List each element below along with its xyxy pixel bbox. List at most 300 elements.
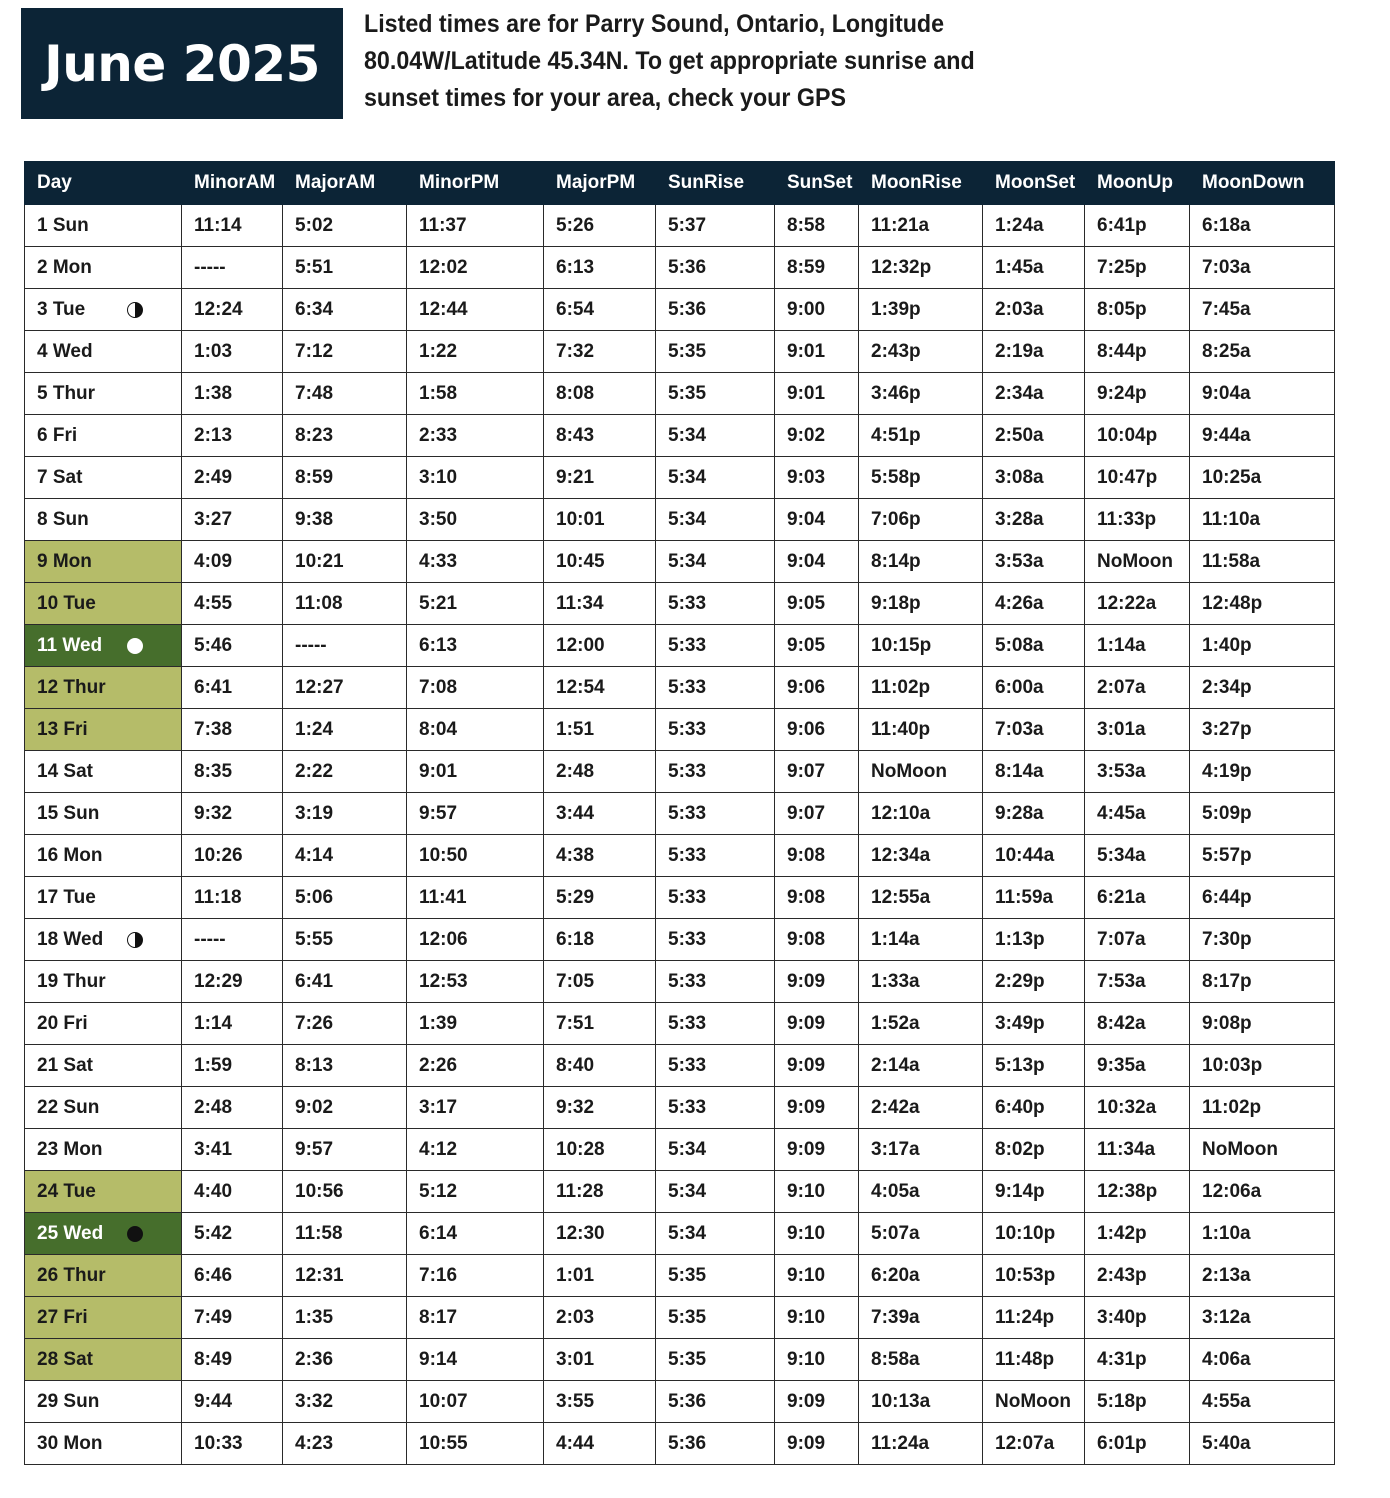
cell-moondown: 7:03a — [1190, 247, 1335, 289]
cell-sunrise: 5:33 — [656, 1045, 775, 1087]
cell-minor-am: 12:24 — [182, 289, 283, 331]
cell-moondown: 10:03p — [1190, 1045, 1335, 1087]
cell-major-am: 5:02 — [283, 205, 407, 247]
cell-moonup: 8:05p — [1085, 289, 1190, 331]
cell-major-am: 7:48 — [283, 373, 407, 415]
cell-major-pm: 8:40 — [544, 1045, 656, 1087]
day-label: 10 Tue — [37, 592, 96, 614]
cell-minor-pm: 10:55 — [407, 1423, 544, 1465]
cell-moonset: 2:29p — [983, 961, 1085, 1003]
cell-moonset: 3:08a — [983, 457, 1085, 499]
day-label: 15 Sun — [37, 802, 100, 824]
cell-minor-am: ----- — [182, 247, 283, 289]
day-cell — [25, 373, 182, 415]
table-row — [25, 1339, 1335, 1381]
cell-sunset: 9:09 — [775, 961, 859, 1003]
cell-sunrise: 5:35 — [656, 373, 775, 415]
cell-sunrise: 5:34 — [656, 1213, 775, 1255]
cell-sunrise: 5:35 — [656, 331, 775, 373]
column-header-moondown: MoonDown — [1190, 162, 1335, 205]
cell-moonrise: 3:46p — [859, 373, 983, 415]
cell-minor-am: 12:29 — [182, 961, 283, 1003]
cell-moonup: 7:25p — [1085, 247, 1190, 289]
cell-sunset: 9:08 — [775, 835, 859, 877]
cell-moondown: 3:12a — [1190, 1297, 1335, 1339]
table-row — [25, 205, 1335, 247]
day-cell — [25, 583, 182, 625]
day-label: 12 Thur — [37, 676, 106, 698]
cell-moondown: 1:40p — [1190, 625, 1335, 667]
cell-major-am: 9:57 — [283, 1129, 407, 1171]
cell-sunrise: 5:33 — [656, 793, 775, 835]
cell-moondown: 7:30p — [1190, 919, 1335, 961]
cell-moonrise: 12:55a — [859, 877, 983, 919]
day-label: 11 Wed — [37, 634, 103, 656]
cell-minor-am: 3:27 — [182, 499, 283, 541]
cell-moonrise: 12:34a — [859, 835, 983, 877]
cell-moonup: 8:42a — [1085, 1003, 1190, 1045]
cell-moonset: 9:28a — [983, 793, 1085, 835]
cell-major-am: 7:12 — [283, 331, 407, 373]
cell-moonset: NoMoon — [983, 1381, 1085, 1423]
cell-moonrise: 2:14a — [859, 1045, 983, 1087]
cell-minor-pm: 12:53 — [407, 961, 544, 1003]
day-label: 8 Sun — [37, 508, 89, 530]
location-note-line: Listed times are for Parry Sound, Ontario, Longitude — [364, 10, 945, 38]
cell-moonset: 9:14p — [983, 1171, 1085, 1213]
cell-moonup: NoMoon — [1085, 541, 1190, 583]
cell-sunrise: 5:35 — [656, 1255, 775, 1297]
cell-moonup: 11:33p — [1085, 499, 1190, 541]
cell-minor-am: 4:55 — [182, 583, 283, 625]
cell-minor-pm: 3:50 — [407, 499, 544, 541]
cell-sunrise: 5:36 — [656, 1423, 775, 1465]
cell-moonup: 9:24p — [1085, 373, 1190, 415]
cell-moondown: 2:13a — [1190, 1255, 1335, 1297]
location-note-line: sunset times for your area, check your GPS — [364, 84, 846, 112]
cell-moonup: 3:40p — [1085, 1297, 1190, 1339]
day-label: 30 Mon — [37, 1432, 103, 1454]
cell-sunset: 9:07 — [775, 793, 859, 835]
month-title: June 2025 — [44, 34, 320, 93]
cell-sunrise: 5:36 — [656, 1381, 775, 1423]
cell-major-pm: 7:05 — [544, 961, 656, 1003]
day-label: 18 Wed — [37, 928, 104, 950]
cell-major-am: 4:14 — [283, 835, 407, 877]
cell-major-pm: 5:26 — [544, 205, 656, 247]
cell-major-am: 4:23 — [283, 1423, 407, 1465]
day-cell — [25, 1381, 182, 1423]
cell-minor-am: 1:14 — [182, 1003, 283, 1045]
cell-sunset: 9:09 — [775, 1087, 859, 1129]
cell-sunrise: 5:33 — [656, 583, 775, 625]
day-cell — [25, 835, 182, 877]
cell-major-pm: 10:45 — [544, 541, 656, 583]
cell-sunrise: 5:33 — [656, 1003, 775, 1045]
cell-moonrise: 1:33a — [859, 961, 983, 1003]
cell-moonup: 7:53a — [1085, 961, 1190, 1003]
day-cell — [25, 415, 182, 457]
cell-minor-am: 2:49 — [182, 457, 283, 499]
cell-moonup: 12:38p — [1085, 1171, 1190, 1213]
table-header-row — [25, 162, 1335, 205]
cell-moonup: 8:44p — [1085, 331, 1190, 373]
cell-moonrise: 7:39a — [859, 1297, 983, 1339]
table-row — [25, 793, 1335, 835]
day-label: 22 Sun — [37, 1096, 100, 1118]
day-label: 5 Thur — [37, 382, 96, 404]
cell-minor-pm: 12:06 — [407, 919, 544, 961]
cell-minor-am: 9:32 — [182, 793, 283, 835]
cell-major-pm: 1:01 — [544, 1255, 656, 1297]
cell-moonup: 6:01p — [1085, 1423, 1190, 1465]
cell-moonrise: 11:21a — [859, 205, 983, 247]
table-row — [25, 289, 1335, 331]
day-label: 6 Fri — [37, 424, 78, 446]
day-cell — [25, 541, 182, 583]
day-label: 21 Sat — [37, 1054, 93, 1076]
cell-moonup: 1:14a — [1085, 625, 1190, 667]
cell-major-am: 5:51 — [283, 247, 407, 289]
cell-minor-pm: 9:01 — [407, 751, 544, 793]
full-moon-icon — [127, 638, 143, 654]
cell-moonrise: 11:02p — [859, 667, 983, 709]
cell-major-pm: 5:29 — [544, 877, 656, 919]
cell-moonrise: 10:15p — [859, 625, 983, 667]
cell-major-pm: 4:44 — [544, 1423, 656, 1465]
cell-moonup: 2:43p — [1085, 1255, 1190, 1297]
column-header-moonup: MoonUp — [1085, 162, 1190, 205]
cell-minor-pm: 6:14 — [407, 1213, 544, 1255]
cell-moonrise: NoMoon — [859, 751, 983, 793]
cell-major-am: 6:41 — [283, 961, 407, 1003]
cell-moondown: 11:10a — [1190, 499, 1335, 541]
cell-sunrise: 5:34 — [656, 499, 775, 541]
cell-minor-pm: 3:10 — [407, 457, 544, 499]
cell-major-pm: 2:48 — [544, 751, 656, 793]
cell-moondown: 9:44a — [1190, 415, 1335, 457]
cell-minor-pm: 1:22 — [407, 331, 544, 373]
cell-minor-am: 3:41 — [182, 1129, 283, 1171]
cell-moonset: 2:03a — [983, 289, 1085, 331]
cell-sunset: 9:10 — [775, 1297, 859, 1339]
cell-sunset: 8:58 — [775, 205, 859, 247]
cell-minor-pm: 9:14 — [407, 1339, 544, 1381]
day-cell — [25, 709, 182, 751]
cell-sunset: 9:03 — [775, 457, 859, 499]
cell-moonup: 11:34a — [1085, 1129, 1190, 1171]
cell-sunrise: 5:33 — [656, 667, 775, 709]
table-row — [25, 1255, 1335, 1297]
day-cell — [25, 751, 182, 793]
cell-major-am: 11:08 — [283, 583, 407, 625]
day-cell — [25, 1171, 182, 1213]
cell-moonset: 8:14a — [983, 751, 1085, 793]
location-note — [364, 6, 1004, 117]
cell-moonup: 10:04p — [1085, 415, 1190, 457]
cell-moondown: 3:27p — [1190, 709, 1335, 751]
day-cell — [25, 289, 182, 331]
day-label: 25 Wed — [37, 1222, 104, 1244]
quarter-moon-icon — [127, 932, 143, 948]
cell-major-am: 1:24 — [283, 709, 407, 751]
cell-major-am: 10:56 — [283, 1171, 407, 1213]
cell-sunrise: 5:34 — [656, 1129, 775, 1171]
cell-major-pm: 12:54 — [544, 667, 656, 709]
table-row — [25, 919, 1335, 961]
cell-sunrise: 5:33 — [656, 1087, 775, 1129]
day-cell — [25, 1339, 182, 1381]
day-label: 1 Sun — [37, 214, 89, 236]
cell-moonrise: 3:17a — [859, 1129, 983, 1171]
cell-moonup: 7:07a — [1085, 919, 1190, 961]
day-label: 3 Tue — [37, 298, 86, 320]
cell-moonset: 11:24p — [983, 1297, 1085, 1339]
cell-moonset: 5:08a — [983, 625, 1085, 667]
day-label: 23 Mon — [37, 1138, 103, 1160]
day-label: 14 Sat — [37, 760, 93, 782]
cell-sunrise: 5:33 — [656, 709, 775, 751]
cell-moonrise: 1:14a — [859, 919, 983, 961]
cell-major-am: 8:13 — [283, 1045, 407, 1087]
cell-minor-am: 4:09 — [182, 541, 283, 583]
cell-moonrise: 4:51p — [859, 415, 983, 457]
cell-major-am: 9:38 — [283, 499, 407, 541]
cell-minor-pm: 7:08 — [407, 667, 544, 709]
cell-sunrise: 5:33 — [656, 961, 775, 1003]
cell-moonset: 7:03a — [983, 709, 1085, 751]
cell-sunset: 9:06 — [775, 667, 859, 709]
cell-minor-pm: 11:41 — [407, 877, 544, 919]
day-label: 16 Mon — [37, 844, 103, 866]
day-cell — [25, 1297, 182, 1339]
cell-moonset: 1:24a — [983, 205, 1085, 247]
cell-sunset: 9:10 — [775, 1339, 859, 1381]
cell-sunrise: 5:33 — [656, 751, 775, 793]
cell-minor-pm: 10:50 — [407, 835, 544, 877]
cell-moonset: 6:00a — [983, 667, 1085, 709]
cell-minor-pm: 12:44 — [407, 289, 544, 331]
cell-minor-am: 8:35 — [182, 751, 283, 793]
cell-moondown: 4:19p — [1190, 751, 1335, 793]
cell-moonrise: 12:10a — [859, 793, 983, 835]
cell-sunset: 9:05 — [775, 583, 859, 625]
cell-minor-am: 5:46 — [182, 625, 283, 667]
cell-moondown: 8:25a — [1190, 331, 1335, 373]
cell-moonup: 12:22a — [1085, 583, 1190, 625]
table-row — [25, 415, 1335, 457]
cell-moonrise: 1:39p — [859, 289, 983, 331]
cell-major-pm: 3:01 — [544, 1339, 656, 1381]
cell-moonrise: 1:52a — [859, 1003, 983, 1045]
cell-minor-am: 10:26 — [182, 835, 283, 877]
cell-moonset: 11:59a — [983, 877, 1085, 919]
cell-moondown: 10:25a — [1190, 457, 1335, 499]
cell-minor-am: 4:40 — [182, 1171, 283, 1213]
cell-moonup: 6:41p — [1085, 205, 1190, 247]
cell-major-pm: 12:00 — [544, 625, 656, 667]
cell-major-pm: 9:32 — [544, 1087, 656, 1129]
cell-major-am: 12:31 — [283, 1255, 407, 1297]
day-cell — [25, 961, 182, 1003]
cell-major-am: 6:34 — [283, 289, 407, 331]
column-header-moonrise: MoonRise — [859, 162, 983, 205]
cell-major-am: 1:35 — [283, 1297, 407, 1339]
cell-major-pm: 7:32 — [544, 331, 656, 373]
day-label: 28 Sat — [37, 1348, 93, 1370]
day-label: 19 Thur — [37, 970, 106, 992]
day-label: 20 Fri — [37, 1012, 88, 1034]
cell-major-am: 8:59 — [283, 457, 407, 499]
cell-sunrise: 5:37 — [656, 205, 775, 247]
table-row — [25, 457, 1335, 499]
cell-major-pm: 11:34 — [544, 583, 656, 625]
table-row — [25, 499, 1335, 541]
cell-sunset: 9:09 — [775, 1129, 859, 1171]
table-row — [25, 583, 1335, 625]
day-cell — [25, 1255, 182, 1297]
cell-moondown: NoMoon — [1190, 1129, 1335, 1171]
table-row — [25, 709, 1335, 751]
cell-major-pm: 9:21 — [544, 457, 656, 499]
cell-major-pm: 8:08 — [544, 373, 656, 415]
table-row — [25, 1171, 1335, 1213]
cell-major-am: 3:32 — [283, 1381, 407, 1423]
cell-sunrise: 5:36 — [656, 289, 775, 331]
cell-moondown: 6:44p — [1190, 877, 1335, 919]
cell-moondown: 4:06a — [1190, 1339, 1335, 1381]
cell-moonup: 5:34a — [1085, 835, 1190, 877]
day-cell — [25, 1045, 182, 1087]
cell-minor-pm: 4:33 — [407, 541, 544, 583]
cell-minor-am: 1:38 — [182, 373, 283, 415]
cell-moonrise: 4:05a — [859, 1171, 983, 1213]
cell-sunset: 9:04 — [775, 541, 859, 583]
table-row — [25, 1213, 1335, 1255]
cell-sunset: 9:04 — [775, 499, 859, 541]
cell-minor-pm: 9:57 — [407, 793, 544, 835]
cell-moondown: 9:08p — [1190, 1003, 1335, 1045]
cell-moonset: 1:45a — [983, 247, 1085, 289]
cell-major-am: 10:21 — [283, 541, 407, 583]
day-label: 4 Wed — [37, 340, 93, 362]
cell-minor-pm: 4:12 — [407, 1129, 544, 1171]
day-cell — [25, 331, 182, 373]
table-row — [25, 541, 1335, 583]
table-row — [25, 877, 1335, 919]
cell-moonset: 5:13p — [983, 1045, 1085, 1087]
cell-moonup: 3:53a — [1085, 751, 1190, 793]
cell-sunrise: 5:33 — [656, 877, 775, 919]
cell-moonset: 4:26a — [983, 583, 1085, 625]
cell-minor-am: 6:41 — [182, 667, 283, 709]
cell-major-am: 5:06 — [283, 877, 407, 919]
cell-major-pm: 6:13 — [544, 247, 656, 289]
column-header-sunset: SunSet — [775, 162, 859, 205]
cell-moonrise: 5:58p — [859, 457, 983, 499]
cell-minor-pm: 6:13 — [407, 625, 544, 667]
cell-moonset: 10:53p — [983, 1255, 1085, 1297]
column-header-day: Day — [25, 162, 182, 205]
month-title-box — [21, 8, 343, 119]
quarter-moon-icon — [127, 302, 143, 318]
cell-moonrise: 2:43p — [859, 331, 983, 373]
day-label: 7 Sat — [37, 466, 83, 488]
day-cell — [25, 919, 182, 961]
cell-moonup: 2:07a — [1085, 667, 1190, 709]
cell-minor-am: ----- — [182, 919, 283, 961]
cell-sunset: 9:09 — [775, 1381, 859, 1423]
cell-major-am: 9:02 — [283, 1087, 407, 1129]
cell-sunset: 9:05 — [775, 625, 859, 667]
cell-moondown: 11:02p — [1190, 1087, 1335, 1129]
cell-sunset: 9:01 — [775, 331, 859, 373]
day-label: 24 Tue — [37, 1180, 96, 1202]
cell-moonup: 6:21a — [1085, 877, 1190, 919]
cell-major-pm: 3:44 — [544, 793, 656, 835]
cell-sunset: 9:07 — [775, 751, 859, 793]
column-header-moonset: MoonSet — [983, 162, 1085, 205]
cell-moonup: 5:18p — [1085, 1381, 1190, 1423]
day-label: 2 Mon — [37, 256, 92, 278]
day-cell — [25, 457, 182, 499]
cell-sunrise: 5:34 — [656, 457, 775, 499]
cell-major-pm: 6:54 — [544, 289, 656, 331]
cell-sunset: 9:10 — [775, 1171, 859, 1213]
day-cell — [25, 205, 182, 247]
table-row — [25, 1003, 1335, 1045]
day-cell — [25, 625, 182, 667]
cell-moondown: 6:18a — [1190, 205, 1335, 247]
cell-moonrise: 11:24a — [859, 1423, 983, 1465]
cell-minor-pm: 8:04 — [407, 709, 544, 751]
cell-sunset: 9:09 — [775, 1045, 859, 1087]
column-header-sunrise: SunRise — [656, 162, 775, 205]
day-cell — [25, 1129, 182, 1171]
cell-minor-pm: 1:39 — [407, 1003, 544, 1045]
cell-minor-pm: 3:17 — [407, 1087, 544, 1129]
cell-major-am: 2:22 — [283, 751, 407, 793]
cell-moonset: 6:40p — [983, 1087, 1085, 1129]
table-row — [25, 1087, 1335, 1129]
column-header-major-pm: MajorPM — [544, 162, 656, 205]
table-row — [25, 1297, 1335, 1339]
cell-major-pm: 3:55 — [544, 1381, 656, 1423]
cell-moonset: 1:13p — [983, 919, 1085, 961]
cell-moonup: 4:45a — [1085, 793, 1190, 835]
cell-minor-am: 9:44 — [182, 1381, 283, 1423]
cell-major-pm: 10:01 — [544, 499, 656, 541]
cell-minor-am: 2:48 — [182, 1087, 283, 1129]
cell-sunset: 9:10 — [775, 1213, 859, 1255]
cell-major-pm: 12:30 — [544, 1213, 656, 1255]
cell-sunset: 9:06 — [775, 709, 859, 751]
cell-moonset: 10:10p — [983, 1213, 1085, 1255]
cell-moondown: 2:34p — [1190, 667, 1335, 709]
column-header-major-am: MajorAM — [283, 162, 407, 205]
cell-major-am: 8:23 — [283, 415, 407, 457]
cell-moonrise: 10:13a — [859, 1381, 983, 1423]
cell-moonset: 10:44a — [983, 835, 1085, 877]
day-cell — [25, 247, 182, 289]
cell-moondown: 5:09p — [1190, 793, 1335, 835]
table-row — [25, 1423, 1335, 1465]
table-row — [25, 751, 1335, 793]
cell-moonset: 3:28a — [983, 499, 1085, 541]
table-row — [25, 373, 1335, 415]
cell-major-am: ----- — [283, 625, 407, 667]
table-row — [25, 625, 1335, 667]
